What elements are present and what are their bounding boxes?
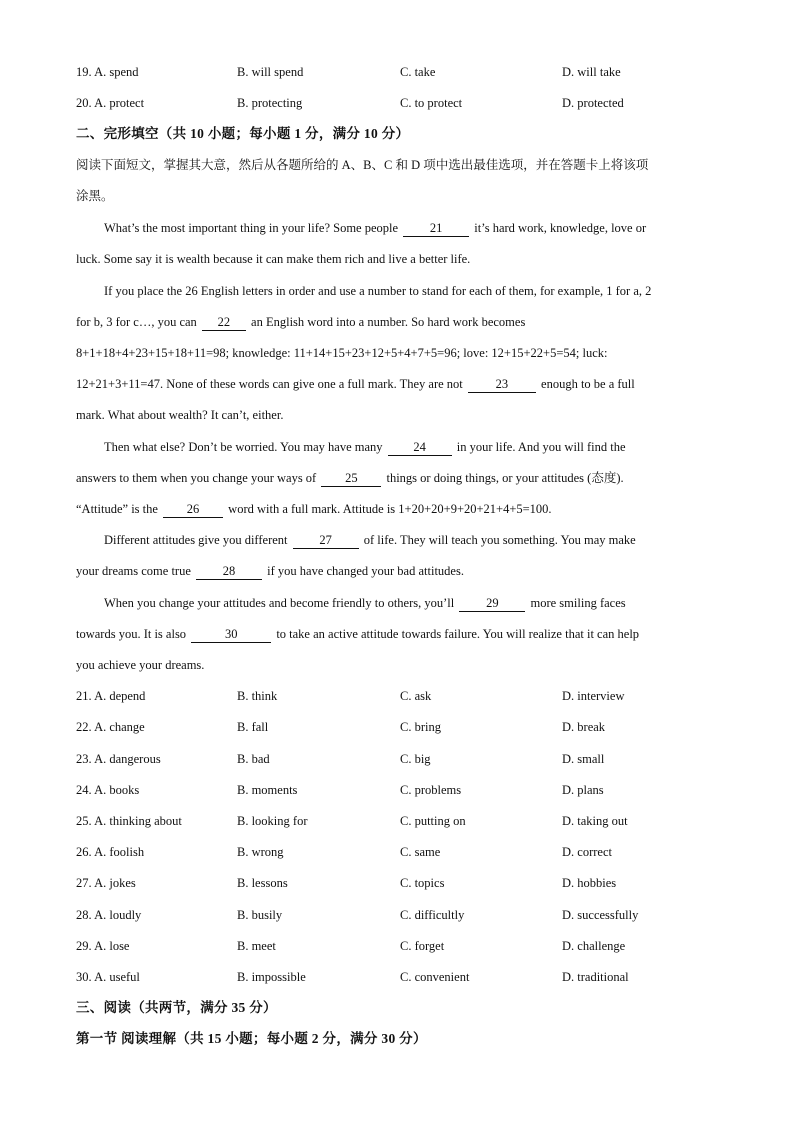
section-2-heading: 二、完形填空（共 10 小题；每小题 1 分，满分 10 分） — [76, 126, 410, 141]
option-b[interactable]: B. looking for — [237, 814, 308, 828]
blank-27[interactable]: 27 — [293, 533, 359, 549]
passage-line: 12+21+3+11=47. None of these words can give one a full mark. They are not 23 enough to be a full — [76, 377, 635, 391]
option-b[interactable]: B. impossible — [237, 970, 306, 984]
passage-line: for b, 3 for c…, you can 22 an English word into a number. So hard work becomes — [76, 315, 526, 329]
option-c[interactable]: C. forget — [400, 939, 445, 953]
question-19-options — [76, 62, 736, 82]
option-c[interactable]: C. difficultly — [400, 908, 465, 922]
question-24-options — [76, 780, 736, 800]
option-a[interactable]: 29. A. lose — [76, 939, 130, 953]
passage-line: luck. Some say it is wealth because it can make them rich and live a better life. — [76, 252, 471, 266]
question-29-options — [76, 936, 736, 956]
passage-line: “Attitude” is the 26 word with a full mark. Attitude is 1+20+20+9+20+21+4+5=100. — [76, 502, 552, 516]
question-28-options — [76, 905, 736, 925]
section-3-sub-heading: 第一节 阅读理解（共 15 小题；每小题 2 分，满分 30 分） — [76, 1031, 427, 1046]
option-b[interactable]: B. moments — [237, 783, 298, 797]
blank-26[interactable]: 26 — [163, 502, 223, 518]
question-26-options — [76, 842, 736, 862]
option-c[interactable]: C. ask — [400, 689, 432, 703]
option-a[interactable]: 22. A. change — [76, 720, 145, 734]
option-d[interactable]: D. challenge — [562, 939, 626, 953]
option-c[interactable]: C. putting on — [400, 814, 466, 828]
option-a[interactable]: 21. A. depend — [76, 689, 146, 703]
option-c[interactable]: C. same — [400, 845, 441, 859]
blank-25[interactable]: 25 — [321, 471, 381, 487]
option-c[interactable]: C. convenient — [400, 970, 470, 984]
passage-line: mark. What about wealth? It can’t, either. — [76, 408, 284, 422]
option-d[interactable]: D. successfully — [562, 908, 639, 922]
option-d[interactable]: D. break — [562, 720, 606, 734]
passage-line: answers to them when you change your ways of 25 things or doing things, or your attitudes (态度). — [76, 471, 624, 485]
option-b[interactable]: B. wrong — [237, 845, 284, 859]
question-20-options — [76, 93, 736, 113]
blank-21[interactable]: 21 — [403, 221, 469, 237]
option-a[interactable]: 24. A. books — [76, 783, 140, 797]
option-d[interactable]: D. small — [562, 752, 605, 766]
blank-22[interactable]: 22 — [202, 315, 246, 331]
passage-line: 8+1+18+4+23+15+18+11=98; knowledge: 11+14+15+23+12+5+4+7+5=96; love: 12+15+22+5=54; luck: — [76, 346, 608, 360]
option-b[interactable]: B. busily — [237, 908, 283, 922]
option-d[interactable]: D. hobbies — [562, 876, 617, 890]
blank-23[interactable]: 23 — [468, 377, 536, 393]
option-d[interactable]: D. plans — [562, 783, 604, 797]
q20-option-a[interactable]: 20. A. protect — [76, 96, 145, 110]
question-22-options — [76, 717, 736, 737]
blank-28[interactable]: 28 — [196, 564, 262, 580]
question-25-options — [76, 811, 736, 831]
option-b[interactable]: B. meet — [237, 939, 276, 953]
option-b[interactable]: B. bad — [237, 752, 270, 766]
question-27-options — [76, 873, 736, 893]
option-a[interactable]: 27. A. jokes — [76, 876, 136, 890]
passage-line: What’s the most important thing in your life? Some people 21 it’s hard work, knowledge, love or — [104, 221, 647, 235]
question-21-options — [76, 686, 736, 706]
blank-29[interactable]: 29 — [459, 596, 525, 612]
passage-line: Then what else? Don’t be worried. You may have many 24 in your life. And you will find the — [104, 440, 626, 454]
option-d[interactable]: D. interview — [562, 689, 625, 703]
passage-line: your dreams come true 28 if you have changed your bad attitudes. — [76, 564, 464, 578]
option-c[interactable]: C. problems — [400, 783, 462, 797]
question-30-options — [76, 967, 736, 987]
q20-option-d[interactable]: D. protected — [562, 96, 624, 110]
q19-option-b[interactable]: B. will spend — [237, 65, 304, 79]
section-2-intro-line-2: 涂黑。 — [76, 189, 114, 203]
option-a[interactable]: 28. A. loudly — [76, 908, 142, 922]
option-d[interactable]: D. correct — [562, 845, 612, 859]
passage-line: When you change your attitudes and become friendly to others, you’ll 29 more smiling faces — [104, 596, 626, 610]
option-a[interactable]: 30. A. useful — [76, 970, 140, 984]
q19-option-d[interactable]: D. will take — [562, 65, 621, 79]
q20-option-b[interactable]: B. protecting — [237, 96, 303, 110]
option-a[interactable]: 25. A. thinking about — [76, 814, 182, 828]
option-a[interactable]: 23. A. dangerous — [76, 752, 161, 766]
passage-line: If you place the 26 English letters in order and use a number to stand for each of them, for example, 1 for a, 2 — [104, 284, 652, 298]
option-d[interactable]: D. taking out — [562, 814, 628, 828]
option-b[interactable]: B. think — [237, 689, 278, 703]
passage-line: you achieve your dreams. — [76, 658, 205, 672]
passage-line: Different attitudes give you different 27 of life. They will teach you something. You may make — [104, 533, 636, 547]
passage-line: towards you. It is also 30 to take an active attitude towards failure. You will realize that it can help — [76, 627, 640, 641]
question-23-options — [76, 749, 736, 769]
section-2-intro-line-1: 阅读下面短文，掌握其大意，然后从各题所给的 A、B、C 和 D 项中选出最佳选项，并在答题卡上将该项 — [76, 158, 649, 172]
q19-option-a[interactable]: 19. A. spend — [76, 65, 139, 79]
q20-option-c[interactable]: C. to protect — [400, 96, 463, 110]
option-b[interactable]: B. lessons — [237, 876, 288, 890]
q19-option-c[interactable]: C. take — [400, 65, 436, 79]
option-c[interactable]: C. bring — [400, 720, 441, 734]
section-3-heading: 三、阅读（共两节，满分 35 分） — [76, 1000, 277, 1015]
blank-30[interactable]: 30 — [191, 627, 271, 643]
option-b[interactable]: B. fall — [237, 720, 269, 734]
option-d[interactable]: D. traditional — [562, 970, 629, 984]
option-c[interactable]: C. big — [400, 752, 431, 766]
blank-24[interactable]: 24 — [388, 440, 452, 456]
option-c[interactable]: C. topics — [400, 876, 445, 890]
option-a[interactable]: 26. A. foolish — [76, 845, 145, 859]
